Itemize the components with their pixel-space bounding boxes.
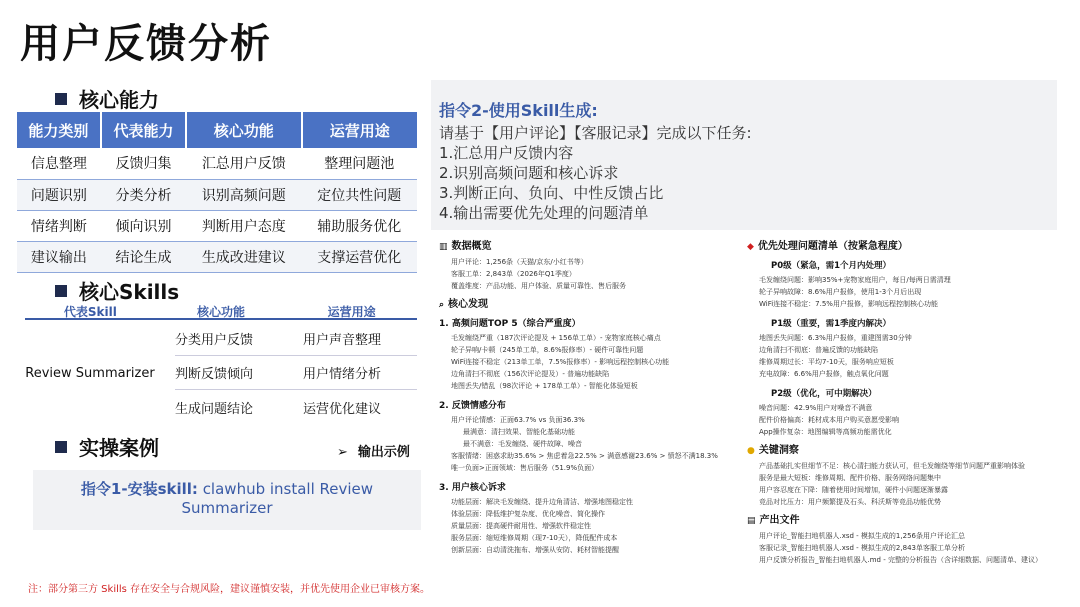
list-item: 产品基础扎实但细节不足：核心清扫能力获认可，但毛发缠绕等细节问题严重影响体验 bbox=[759, 462, 1025, 470]
list-item: 用户评论：1,256条（天猫/京东/小红书等） bbox=[451, 258, 588, 266]
table-row bbox=[17, 241, 417, 272]
report-subheading: 1. 高频问题TOP 5（综合严重度） bbox=[439, 319, 581, 329]
skills-table-header bbox=[25, 306, 417, 320]
cap-header-cell: 运营用途 bbox=[302, 112, 417, 148]
prompt-line: 3.判断正向、负向、中性反馈占比 bbox=[439, 184, 664, 202]
list-item: 功能层面：解决毛发缠绕、提升边角清洁、增强地图稳定性 bbox=[451, 498, 633, 506]
list-item: 唯一负面>正面领域：售后服务（51.9%负面） bbox=[451, 464, 599, 472]
table-cell: 倾向识别 bbox=[101, 210, 186, 241]
list-item: 客服记录_智能扫地机器人.xsd - 模拟生成的2,843单客服工单分析 bbox=[759, 544, 965, 552]
report-subheading: P1级（重要，需1季度内解决） bbox=[771, 319, 892, 329]
list-item: App操作复杂：地图编辑等高频功能需优化 bbox=[759, 428, 892, 436]
install-label: 指令1-安装skill: bbox=[80, 480, 198, 498]
report-right-column bbox=[747, 234, 1053, 566]
output-example-panel bbox=[431, 80, 1057, 600]
page-title: 用户反馈分析 bbox=[20, 21, 272, 67]
alarm-light-icon: ◆ bbox=[747, 242, 754, 252]
prompt-line: 请基于【用户评论】【客服记录】完成以下任务: bbox=[439, 124, 752, 142]
list-item: 用户容忍度在下降：随着使用时间增加，硬件小问题逐渐暴露 bbox=[759, 486, 948, 494]
table-cell: 生成问题结论 bbox=[175, 401, 254, 417]
capability-table bbox=[17, 112, 417, 273]
list-item: 毛发缠绕问题：影响35%+宠物家庭用户，每日/每两日需清理 bbox=[759, 276, 951, 284]
table-cell: 汇总用户反馈 bbox=[186, 148, 301, 179]
table-row bbox=[17, 148, 417, 179]
skills-header-cell: 运营用途 bbox=[327, 305, 376, 319]
prompt-title: 指令2-使用Skill生成: bbox=[439, 101, 598, 120]
list-item: 配件价格偏高：耗材成本用户购买意愿受影响 bbox=[759, 416, 899, 424]
bullet-square-icon bbox=[55, 93, 67, 105]
bullet-square-icon bbox=[55, 441, 67, 453]
list-item: 质量层面：提高硬件耐用性、增强软件稳定性 bbox=[451, 522, 591, 530]
table-cell: 判断反馈倾向 bbox=[175, 367, 254, 382]
report-subheading: 3. 用户核心诉求 bbox=[439, 483, 506, 493]
prompt-box bbox=[431, 80, 1057, 230]
table-cell: 分类分析 bbox=[101, 179, 186, 210]
list-item: 客服工单：2,843单（2026年Q1季度） bbox=[451, 270, 576, 278]
list-item: 最不满意：毛发缠绕、硬件故障、噪音 bbox=[463, 440, 582, 448]
table-cell: 问题识别 bbox=[17, 179, 101, 210]
list-item: 边角清扫不彻底：普遍反馈的功能缺陷 bbox=[759, 346, 878, 354]
table-cell: 识别高频问题 bbox=[186, 179, 301, 210]
table-cell: 分类用户反馈 bbox=[175, 333, 254, 348]
list-item: 服务是最大短板：维修周期、配件价格、服务网络问题集中 bbox=[759, 474, 941, 482]
risk-note: 注：部分第三方 Skills 存在安全与合规风险，建议谨慎安装，并优先使用企业已审核方案。 bbox=[28, 584, 431, 595]
table-cell: 情绪判断 bbox=[17, 210, 101, 241]
cap-header-cell: 核心功能 bbox=[186, 112, 301, 148]
report-document bbox=[431, 230, 1057, 600]
file-icon: ▤ bbox=[747, 516, 756, 526]
table-cell: 定位共性问题 bbox=[302, 179, 417, 210]
prompt-line: 1.汇总用户反馈内容 bbox=[439, 144, 574, 162]
list-item: 用户反馈分析报告_智能扫地机器人.md - 完整的分析报告（含详细数据、问题清单、建议） bbox=[759, 556, 1042, 564]
list-item: WiFi连接不稳定（213单工单，7.5%报修率）- 影响远程控制核心功能 bbox=[451, 358, 670, 366]
section-practice: 实操案例 bbox=[55, 432, 159, 461]
table-cell: 用户声音整理 bbox=[303, 333, 382, 348]
list-item: 体验层面：降低维护复杂度、优化噪音、简化操作 bbox=[451, 510, 605, 518]
table-cell: 信息整理 bbox=[17, 148, 101, 179]
report-heading: ◆ 优先处理问题清单（按紧急程度） bbox=[747, 241, 908, 252]
skill-name: Review Summarizer bbox=[25, 366, 155, 381]
skills-table-body bbox=[25, 322, 417, 424]
table-cell: 反馈归集 bbox=[101, 148, 186, 179]
list-item: 毛发缠绕严重（187次评论提及 + 156单工单）- 宠物家庭核心痛点 bbox=[451, 334, 661, 342]
lightbulb-icon: ● bbox=[747, 446, 755, 456]
report-heading: ▤ 产出文件 bbox=[747, 515, 800, 526]
list-item: 客服情绪：困惑求助35.6% > 焦虑着急22.5% > 满意感谢23.6% > 愤怒不满18.3% bbox=[451, 452, 718, 460]
skills-header-cell: 核心功能 bbox=[197, 305, 246, 319]
list-item: 用户评论_智能扫地机器人.xsd - 模拟生成的1,256条用户评论汇总 bbox=[759, 532, 965, 540]
install-command-box bbox=[33, 470, 421, 530]
list-item: 服务层面：缩短维修周期（现7-10天），降低配件成本 bbox=[451, 534, 618, 542]
table-row bbox=[17, 179, 417, 210]
list-item: 充电故障：6.6%用户报修，触点氧化问题 bbox=[759, 370, 889, 378]
list-item: 竞品对比压力：用户频繁提及石头、科沃斯等竞品功能优势 bbox=[759, 498, 941, 506]
table-row bbox=[175, 322, 417, 356]
report-heading: ▥ 数据概览 bbox=[439, 241, 492, 252]
table-cell: 运营优化建议 bbox=[303, 401, 382, 417]
table-cell: 建议输出 bbox=[17, 241, 101, 272]
skills-header-cell: 代表Skill bbox=[63, 305, 117, 319]
report-left-column bbox=[439, 234, 739, 556]
list-item: WiFi连接不稳定：7.5%用户报修，影响远程控制核心功能 bbox=[759, 300, 938, 308]
install-command: clawhub install Review bbox=[197, 480, 374, 498]
report-heading: ● 关键洞察 bbox=[747, 445, 799, 456]
list-item: 轮子异响故障：8.6%用户报修，使用1-3个月后出现 bbox=[759, 288, 922, 296]
report-subheading: P0级（紧急，需1个月内处理） bbox=[771, 261, 892, 271]
prompt-line: 4.输出需要优先处理的问题清单 bbox=[439, 204, 649, 222]
table-row bbox=[175, 390, 417, 424]
bullet-square-icon bbox=[55, 285, 67, 297]
table-cell: 用户情绪分析 bbox=[303, 367, 382, 382]
table-row bbox=[17, 210, 417, 241]
list-item: 地图丢失/错乱（98次评论 + 178单工单）- 智能化体验短板 bbox=[451, 382, 638, 390]
table-cell: 辅助服务优化 bbox=[302, 210, 417, 241]
magnifier-icon: ⌕ bbox=[439, 300, 445, 310]
section-core-ability: 核心能力 bbox=[55, 84, 159, 113]
cap-header-cell: 代表能力 bbox=[101, 112, 186, 148]
list-item: 地图丢失问题：6.3%用户报修，重建图需30分钟 bbox=[759, 334, 912, 342]
arrow-right-icon: ➢ bbox=[337, 445, 348, 460]
list-item: 覆盖维度：产品功能、用户体验、质量可靠性、售后服务 bbox=[451, 282, 626, 290]
cap-header-cell: 能力类别 bbox=[17, 112, 101, 148]
list-item: 边角清扫不彻底（156次评论提及）- 普遍功能缺陷 bbox=[451, 370, 610, 378]
demo-label: ➢ 输出示例 bbox=[337, 445, 410, 460]
report-heading: ⌕ 核心发现 bbox=[439, 299, 489, 310]
list-item: 轮子异响/卡顿（245单工单，8.6%报修率）- 硬件可靠性问题 bbox=[451, 346, 644, 354]
list-item: 创新层面：自动清洗拖布、增强从安防、耗材智能提醒 bbox=[451, 546, 619, 554]
list-item: 最满意：清扫效果、智能化基础功能 bbox=[463, 428, 575, 436]
list-item: 维修周期过长：平均7-10天，服务响应短板 bbox=[759, 358, 894, 366]
list-item: 用户评论情感：正面63.7% vs 负面36.3% bbox=[451, 416, 585, 424]
table-row bbox=[175, 356, 417, 390]
prompt-line: 2.识别高频问题和核心诉求 bbox=[439, 164, 619, 182]
install-command-cont: Summarizer bbox=[181, 499, 273, 517]
section-core-skills: 核心Skills bbox=[55, 276, 179, 305]
report-subheading: P2级（优化，可中期解决） bbox=[771, 389, 877, 399]
table-cell: 生成改进建议 bbox=[186, 241, 301, 272]
table-cell: 支撑运营优化 bbox=[302, 241, 417, 272]
table-cell: 整理问题池 bbox=[302, 148, 417, 179]
bar-chart-icon: ▥ bbox=[439, 242, 448, 252]
report-subheading: 2. 反馈情感分布 bbox=[439, 401, 506, 411]
list-item: 噪音问题：42.9%用户对噪音不满意 bbox=[759, 404, 873, 412]
table-cell: 结论生成 bbox=[101, 241, 186, 272]
table-cell: 判断用户态度 bbox=[186, 210, 301, 241]
